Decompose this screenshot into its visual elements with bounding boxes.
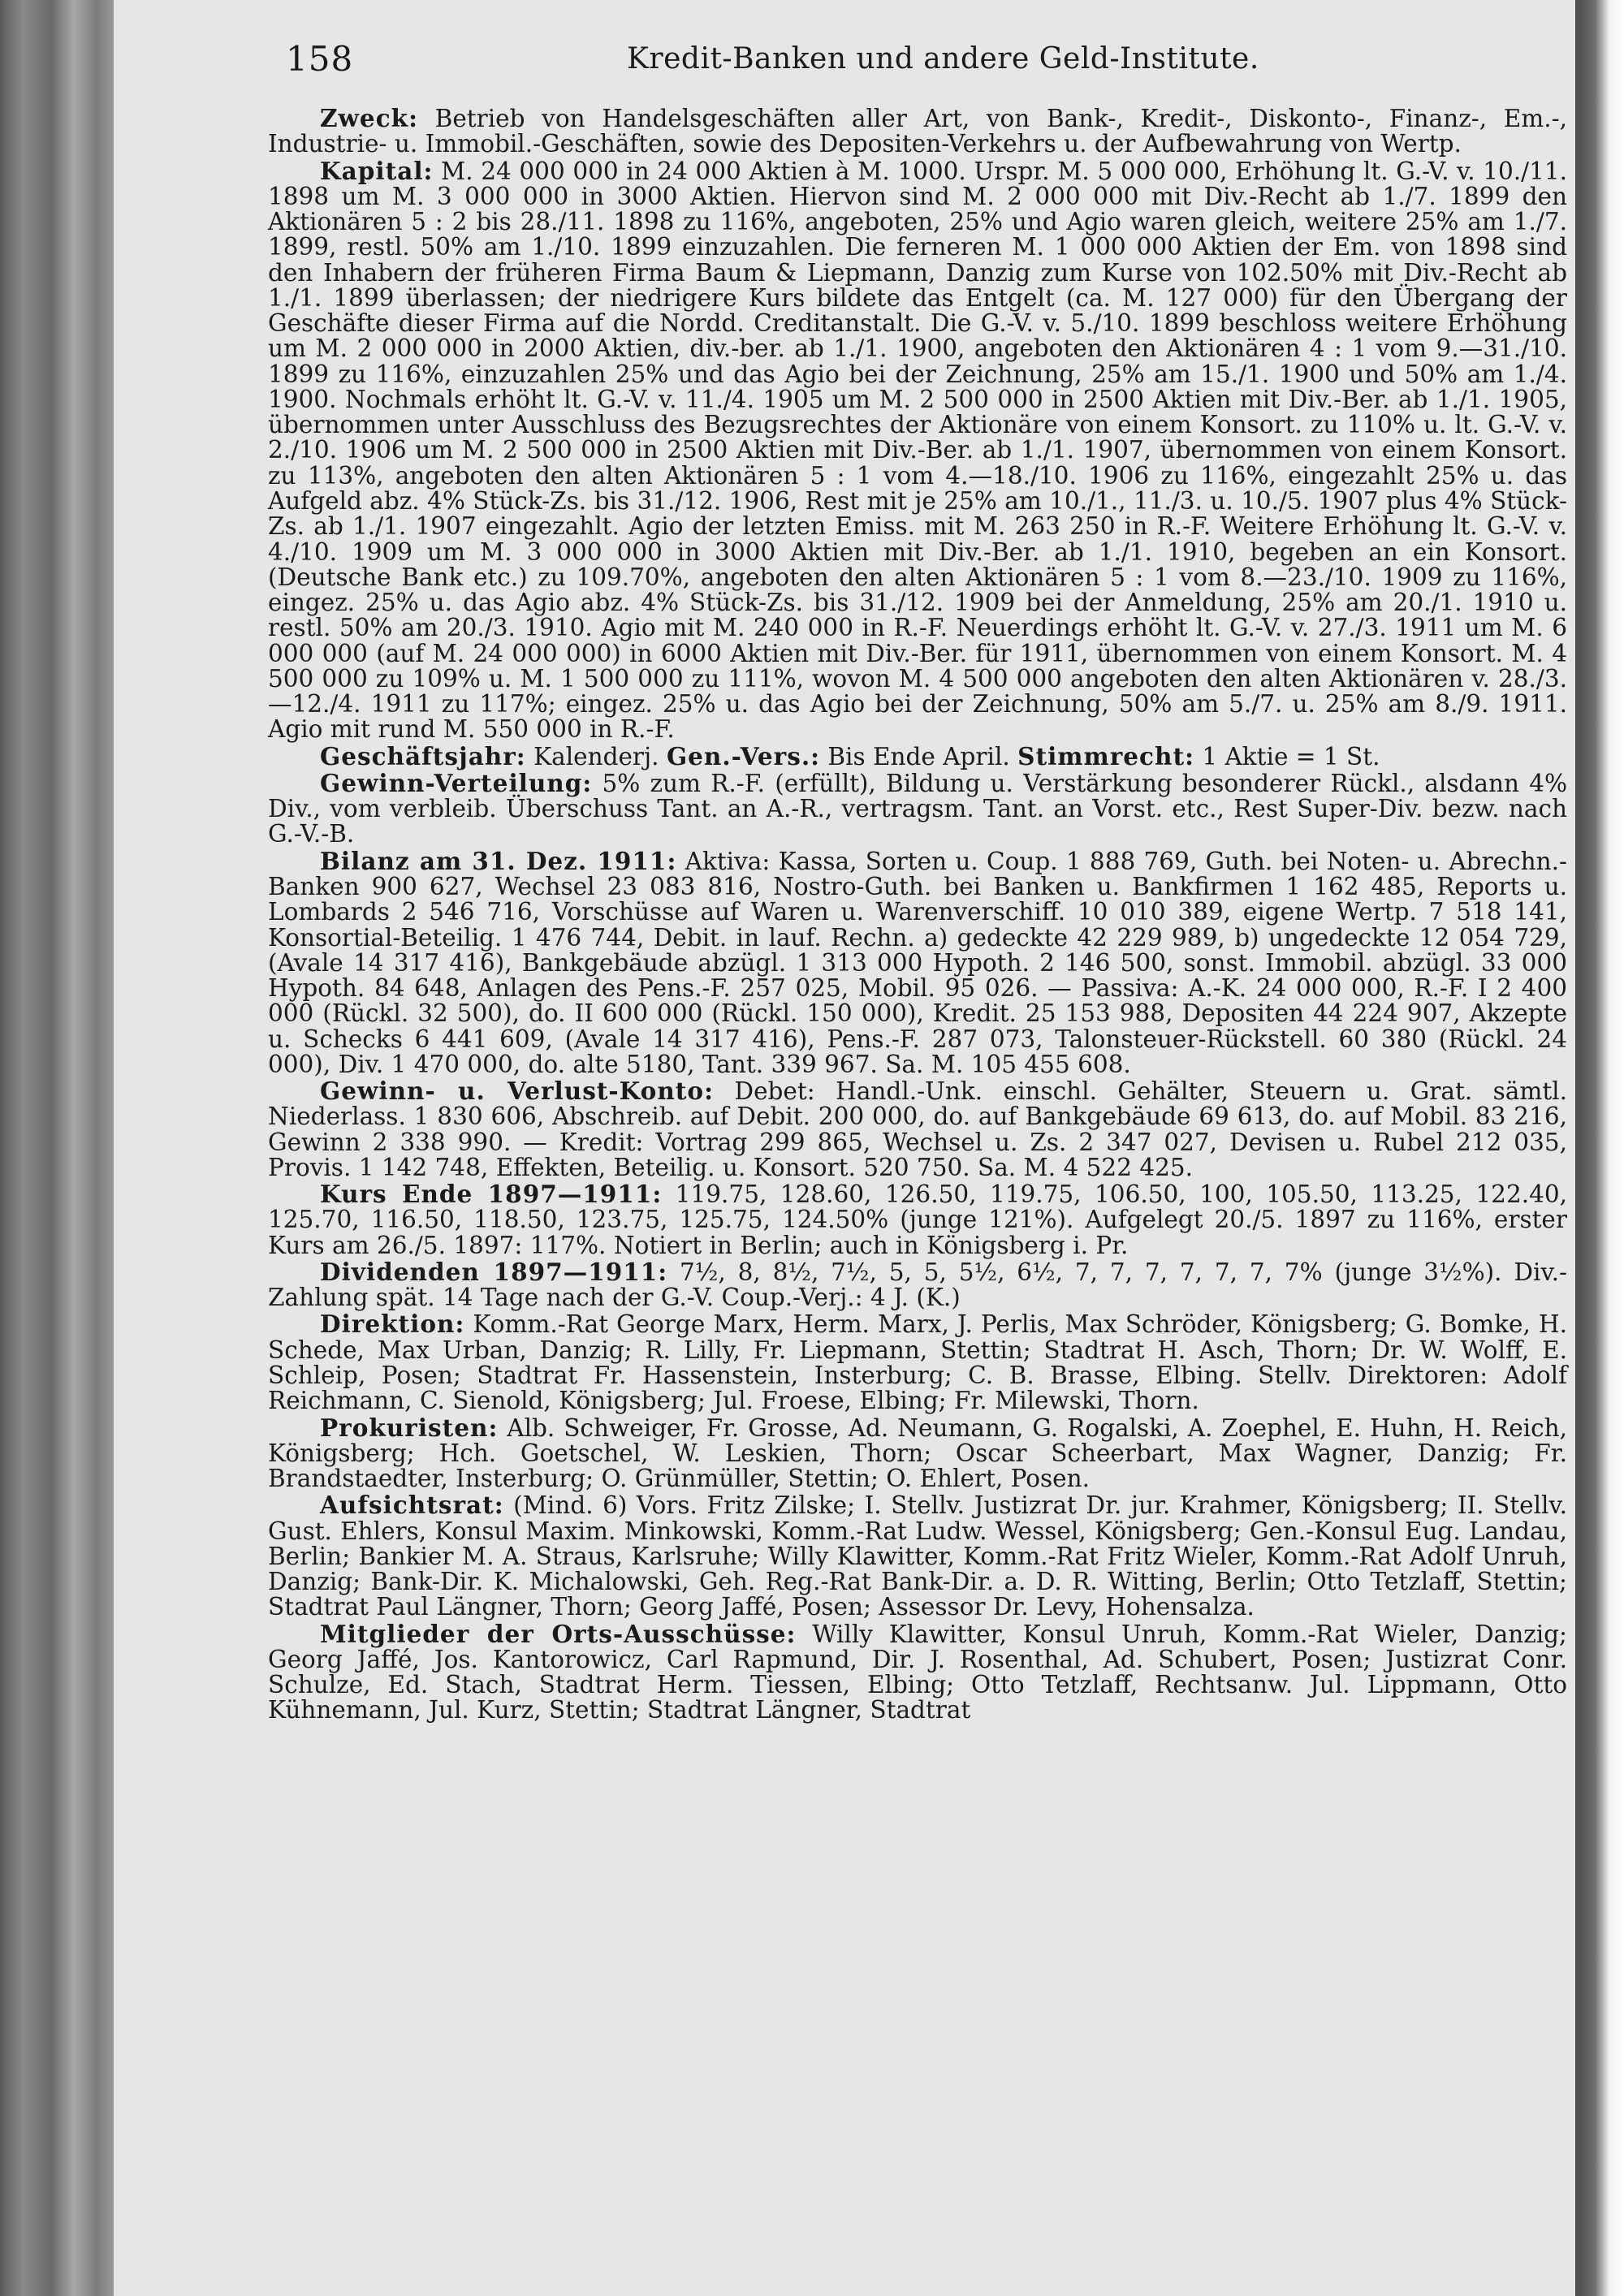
section-prokuristen xyxy=(268,1415,1567,1492)
section-label: Gewinn- u. Verlust-Konto: xyxy=(320,1077,714,1106)
section-text: (Mind. 6) Vors. Fritz Zilske; I. Stellv. Justizrat Dr. jur. Krahmer, Königsberg; II. Stellv. Gust. Ehlers, Konsul Maxim. Minkowski, Komm.-Rat Ludw. Wessel, Königsberg; Gen.-Konsul Eug. Landau, Berlin; Bankier M. A. Straus, Karlsruhe; Willy Klawitter, Komm.-Rat Fritz Wieler, Komm.-Rat Adolf Unruh, Danzig; Bank-Dir. K. Michalowski, Geh. Reg.-Rat Bank-Dir. a. D. R. Witting, Berlin; Otto Tetzlaff, Stettin; Stadtrat Paul Längner, Thorn; Georg Jaffé, Posen; Assessor Dr. Levy, Hohensalza. xyxy=(268,1491,1567,1621)
section-direktion xyxy=(268,1311,1567,1413)
section-label: Zweck: xyxy=(320,104,418,132)
section-label-gen-vers: Gen.-Vers.: xyxy=(666,741,820,770)
section-text: Aktiva: Kassa, Sorten u. Coup. 1 888 769, Guth. bei Noten- u. Abrechn.-Banken 900 627, Wechsel 23 083 816, Nostro-Guth. bei Banken u. Bankfirmen 1 162 485, Reports u. Lombards 2 546 716, Vorschüsse auf Waren u. Warenverschiff. 10 010 389, eigene Wertp. 7 518 141, Konsortial-Beteilig. 1 476 744, Debit. in lauf. Rechn. a) gedeckte 42 229 989, b) ungedeckte 12 054 729, (Avale 14 317 416), Bankgebäude abzügl. 1 313 000 Hypoth. 2 146 500, sonst. Immobil. abzügl. 33 000 Hypoth. 84 648, Anlagen des Pens.-F. 257 025, Mobil. 95 026. — Passiva: A.-K. 24 000 000, R.-F. I 2 400 000 (Rückl. 32 500), do. II 600 000 (Rückl. 150 000), Kredit. 25 153 988, Depositen 44 224 907, Akzepte u. Schecks 6 441 609, (Avale 14 317 416), Pens.-F. 287 073, Talonsteuer-Rückstell. 60 380 (Rückl. 24 000), Div. 1 470 000, do. alte 5180, Tant. 339 967. Sa. M. 105 455 608. xyxy=(268,847,1567,1078)
section-label: Aufsichtsrat: xyxy=(320,1491,504,1520)
book-binding-edge xyxy=(0,0,114,2296)
section-aufsichtsrat xyxy=(268,1492,1567,1620)
section-text: Debet: Handl.-Unk. einschl. Gehälter, Steuern u. Grat. sämtl. Niederlass. 1 830 606, Abschreib. auf Debit. 200 000, do. auf Bankgebäude 69 613, do. auf Mobil. 83 216, Gewinn 2 338 990. — Kredit: Vortrag 299 865, Wechsel u. Zs. 2 347 027, Devisen u. Rubel 212 035, Provis. 1 142 748, Effekten, Beteilig. u. Konsort. 520 750. Sa. M. 4 522 425. xyxy=(268,1077,1567,1181)
section-label: Prokuristen: xyxy=(320,1413,499,1442)
section-gewinn-verteilung xyxy=(268,770,1567,848)
section-geschaeftsjahr xyxy=(268,741,1567,770)
section-label: Bilanz am 31. Dez. 1911: xyxy=(320,846,677,875)
section-label: Geschäftsjahr: xyxy=(320,741,526,770)
section-dividenden xyxy=(268,1259,1567,1311)
page-header xyxy=(286,39,1585,88)
page-gutter-edge xyxy=(1575,0,1624,2296)
section-text: Kalenderj. xyxy=(525,742,667,770)
section-label: Mitglieder der Orts-Ausschüsse: xyxy=(320,1619,797,1648)
section-text: 7½, 8, 8½, 7½, 5, 5, 5½, 6½, 7, 7, 7, 7, 7, 7, 7% (junge 3½%). Div.-Zahlung spät. 14 Tage nach der G.-V. Coup.-Verj.: 4 J. (K.) xyxy=(268,1258,1568,1312)
section-text: 5% zum R.-F. (erfüllt), Bildung u. Verstärkung besonderer Rückl., alsdann 4% Div., vom verbleib. Überschuss Tant. an A.-R., vertragsm. Tant. an Vorst. etc., Rest Super-Div. bezw. nach G.-V.-B. xyxy=(268,769,1567,848)
section-label: Direktion: xyxy=(320,1310,465,1339)
page-number: 158 xyxy=(286,39,354,79)
running-title: Kredit-Banken und andere Geld-Institute. xyxy=(627,42,1259,76)
section-label-stimmrecht: Stimmrecht: xyxy=(1017,741,1194,770)
section-text: M. 24 000 000 in 24 000 Aktien à M. 1000. Urspr. M. 5 000 000, Erhöhung lt. G.-V. v. 10./11. 1898 um M. 3 000 000 in 3000 Aktien. Hiervon sind M. 2 000 000 mit Div.-Recht ab 1./7. 1899 den Aktionären 5 : 2 bis 28./11. 1898 zu 116%, angeboten, 25% und Agio waren gleich, weitere 25% am 1./7. 1899, restl. 50% am 1./10. 1899 einzuzahlen. Die ferneren M. 1 000 000 Aktien der Em. von 1898 sind den Inhabern der früheren Firma Baum & Liepmann, Danzig zum Kurse von 102.50% mit Div.-Recht ab 1./1. 1899 überlassen; der niedrigere Kurs bildete das Entgelt (ca. M. 127 000) für den Übergang der Geschäfte dieser Firma auf die Nordd. Creditanstalt. Die G.-V. v. 5./10. 1899 beschloss weitere Erhöhung um M. 2 000 000 in 2000 Aktien, div.-ber. ab 1./1. 1900, angeboten den Aktionären 4 : 1 vom 9.—31./10. 1899 zu 116%, einzuzahlen 25% und das Agio bei der Zeichnung, 25% am 15./1. 1900 und 50% am 1./4. 1900. Nochmals erhöht lt. G.-V. v. 11./4. 1905 um M. 2 500 000 in 2500 Aktien mit Div.-Ber. ab 1./1. 1905, übernommen unter Ausschluss des Bezugsrechtes der Aktionäre von einem Konsort. zu 110% u. lt. G.-V. v. 2./10. 1906 um M. 2 500 000 in 2500 Aktien mit Div.-Ber. ab 1./1. 1907, übernommen von einem Konsort. zu 113%, angeboten den alten Aktionären 5 : 1 vom 4.—18./10. 1906 zu 116%, eingezahlt 25% u. das Aufgeld abz. 4% Stück-Zs. bis 31./12. 1906, Rest mit je 25% am 10./1., 11./3. u. 10./5. 1907 plus 4% Stück-Zs. ab 1./1. 1907 eingezahlt. Agio der letzten Emiss. mit M. 263 250 in R.-F. Weitere Erhöhung lt. G.-V. v. 4./10. 1909 um M. 3 000 000 in 3000 Aktien mit Div.-Ber. ab 1./1. 1910, begeben an ein Konsort. (Deutsche Bank etc.) zu 109.70%, angeboten den alten Aktionären 5 : 1 vom 8.—23./10. 1909 zu 116%, eingez. 25% u. das Agio abz. 4% Stück-Zs. bis 31./12. 1909 bei der Anmeldung, 25% am 20./1. 1910 u. restl. 50% am 20./3. 1910. Agio mit M. 240 000 in R.-F. Neuerdings erhöht lt. G.-V. v. 27./3. 1911 um M. 6 000 000 (auf M. 24 000 000) in 6000 Aktien mit Div.-Ber. für 1911, übernommen von einem Konsort. M. 4 500 000 zu 109% u. M. 1 500 000 zu 111%, wovon M. 4 500 000 angeboten den alten Aktionären v. 28./3.—12./4. 1911 zu 117%; eingez. 25% u. das Agio bei der Zeichnung, 50% am 5./7. u. 25% am 8./9. 1911. Agio mit rund M. 550 000 in R.-F. xyxy=(268,157,1567,744)
section-text: Willy Klawitter, Konsul Unruh, Komm.-Rat Wieler, Danzig; Georg Jaffé, Jos. Kantorowicz, Carl Rapmund, Dir. J. Rosenthal, Ad. Schubert, Posen; Justizrat Conr. Schulze, Ed. Stach, Stadtrat Herm. Tiessen, Elbing; Otto Tetzlaff, Rechtsanw. Jul. Lippmann, Otto Kühnemann, Jul. Kurz, Stettin; Stadtrat Längner, Stadtrat xyxy=(268,1620,1567,1724)
section-label: Gewinn-Verteilung: xyxy=(320,768,593,797)
section-text: 1 Aktie = 1 St. xyxy=(1194,742,1380,770)
section-gewinn-verlust-konto xyxy=(268,1078,1567,1180)
section-label: Kurs Ende 1897—1911: xyxy=(320,1180,663,1209)
page-body xyxy=(268,106,1567,1724)
section-text: 119.75, 128.60, 126.50, 119.75, 106.50, 100, 105.50, 113.25, 122.40, 125.70, 116.50, 118.50, 123.75, 125.75, 124.50% (junge 121%). Aufgelegt 20./5. 1897 zu 116%, erster Kurs am 26./5. 1897: 117%. Notiert in Berlin; auch in Königsberg i. Pr. xyxy=(268,1180,1568,1259)
section-bilanz xyxy=(268,848,1567,1077)
section-text: Komm.-Rat George Marx, Herm. Marx, J. Perlis, Max Schröder, Königsberg; G. Bomke, H. Schede, Max Urban, Danzig; R. Lilly, Fr. Liepmann, Stettin; Stadtrat H. Asch, Thorn; Dr. W. Wolff, E. Schleip, Posen; Stadtrat Fr. Hassenstein, Insterburg; C. B. Brasse, Elbing. Stellv. Direktoren: Adolf Reichmann, C. Sienold, Königsberg; Jul. Froese, Elbing; Fr. Milewski, Thorn. xyxy=(268,1310,1567,1415)
section-label: Dividenden 1897—1911: xyxy=(320,1257,668,1286)
section-kurs xyxy=(268,1181,1567,1258)
section-text: Alb. Schweiger, Fr. Grosse, Ad. Neumann, G. Rogalski, A. Zoephel, E. Huhn, H. Reich, Königsberg; Hch. Goetschel, W. Leskien, Thorn; Oscar Scheerbart, Max Wagner, Danzig; Fr. Brandstaedter, Insterburg; O. Grünmüller, Stettin; O. Ehlert, Posen. xyxy=(268,1413,1567,1493)
section-text: Bis Ende April. xyxy=(819,742,1018,770)
section-label: Kapital: xyxy=(320,156,434,185)
section-text: Betrieb von Handelsgeschäften aller Art, von Bank-, Kredit-, Diskonto-, Finanz-, Em.-, Industrie- u. Immobil.-Geschäften, sowie des Depositen-Verkehrs u. der Aufbewahrung von Wertp. xyxy=(268,105,1567,158)
section-kapital xyxy=(268,158,1567,743)
section-orts-ausschuesse xyxy=(268,1621,1567,1724)
section-zweck xyxy=(268,106,1567,158)
